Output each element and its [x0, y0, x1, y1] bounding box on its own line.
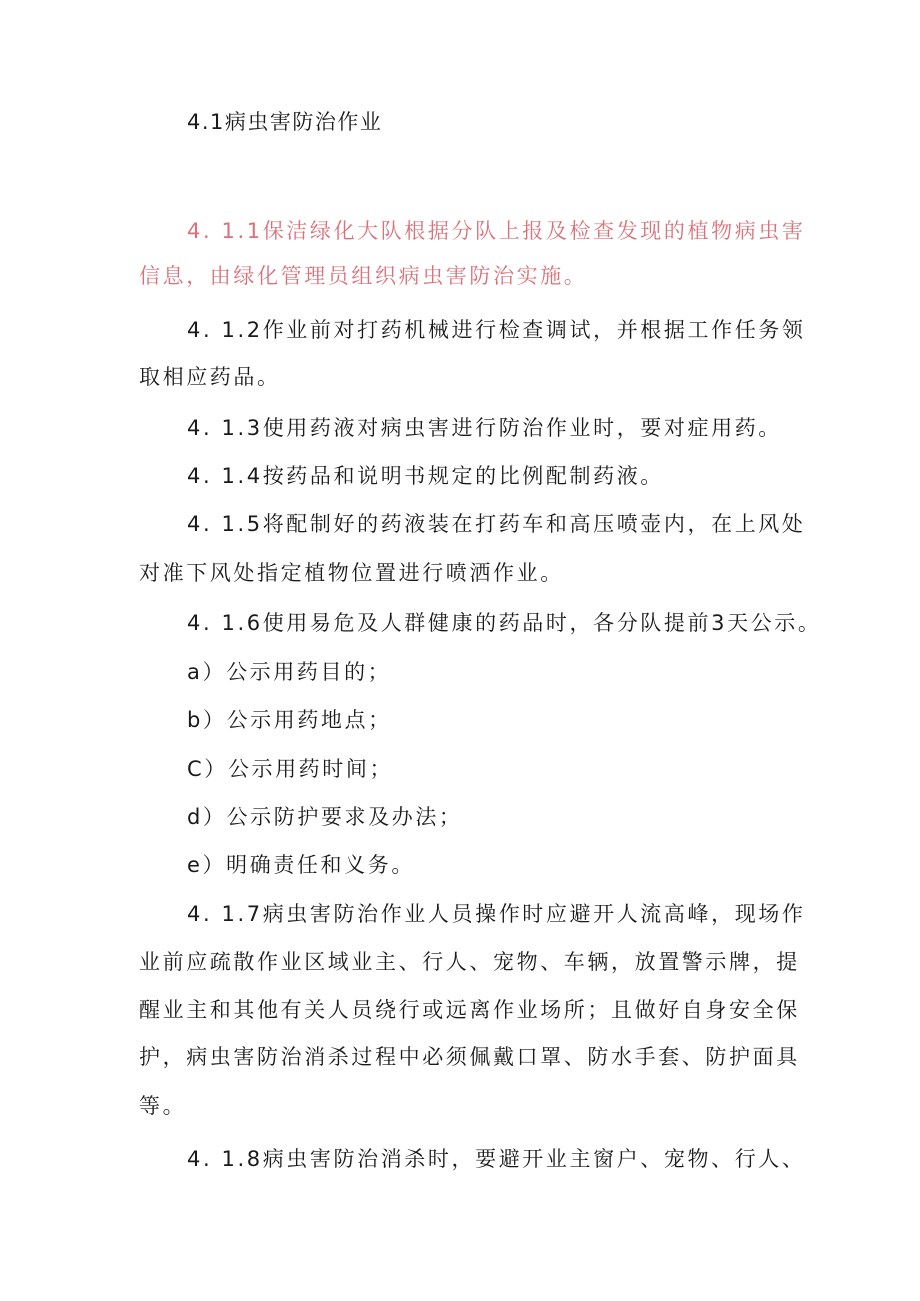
paragraph-4-1-2-line2: 取相应药品。	[139, 365, 281, 389]
section-heading: 4.1病虫害防治作业	[187, 110, 383, 134]
paragraph-4-1-7-line3: 醒业主和其他有关人员绕行或远离作业场所；且做好自身安全保	[139, 998, 800, 1022]
paragraph-4-1-5-line2: 对准下风处指定植物位置进行喷洒作业。	[139, 561, 564, 585]
paragraph-4-1-6: 4. 1.6使用易危及人群健康的药品时，各分队提前3天公示。	[187, 611, 822, 635]
paragraph-4-1-7-line5: 等。	[139, 1094, 187, 1118]
paragraph-4-1-1-line2: 信息，由绿化管理员组织病虫害防治实施。	[139, 264, 588, 288]
list-item-e: e）明确责任和义务。	[187, 853, 415, 877]
paragraph-4-1-7-line4: 护，病虫害防治消杀过程中必须佩戴口罩、防水手套、防护面具	[139, 1045, 800, 1069]
paragraph-4-1-8-line1: 4. 1.8病虫害防治消杀时，要避开业主窗户、宠物、行人、	[187, 1147, 806, 1171]
paragraph-4-1-7-line1: 4. 1.7病虫害防治作业人员操作时应避开人流高峰，现场作	[187, 902, 806, 926]
paragraph-4-1-3: 4. 1.3使用药液对病虫害进行防治作业时，要对症用药。	[187, 416, 782, 440]
paragraph-4-1-4: 4. 1.4按药品和说明书规定的比例配制药液。	[187, 464, 664, 488]
list-item-c: C）公示用药时间；	[187, 757, 394, 781]
paragraph-4-1-2-line1: 4. 1.2作业前对打药机械进行检查调试，并根据工作任务领	[187, 318, 806, 342]
list-item-d: d）公示防护要求及办法；	[187, 805, 463, 829]
paragraph-4-1-1-line1: 4. 1.1保洁绿化大队根据分队上报及检查发现的植物病虫害	[187, 219, 806, 243]
paragraph-4-1-5-line1: 4. 1.5将配制好的药液装在打药车和高压喷壶内，在上风处	[187, 512, 806, 536]
paragraph-4-1-7-line2: 业前应疏散作业区域业主、行人、宠物、车辆，放置警示牌，提	[139, 950, 800, 974]
list-item-b: b）公示用药地点；	[187, 708, 392, 732]
list-item-a: a）公示用药目的；	[187, 660, 392, 684]
